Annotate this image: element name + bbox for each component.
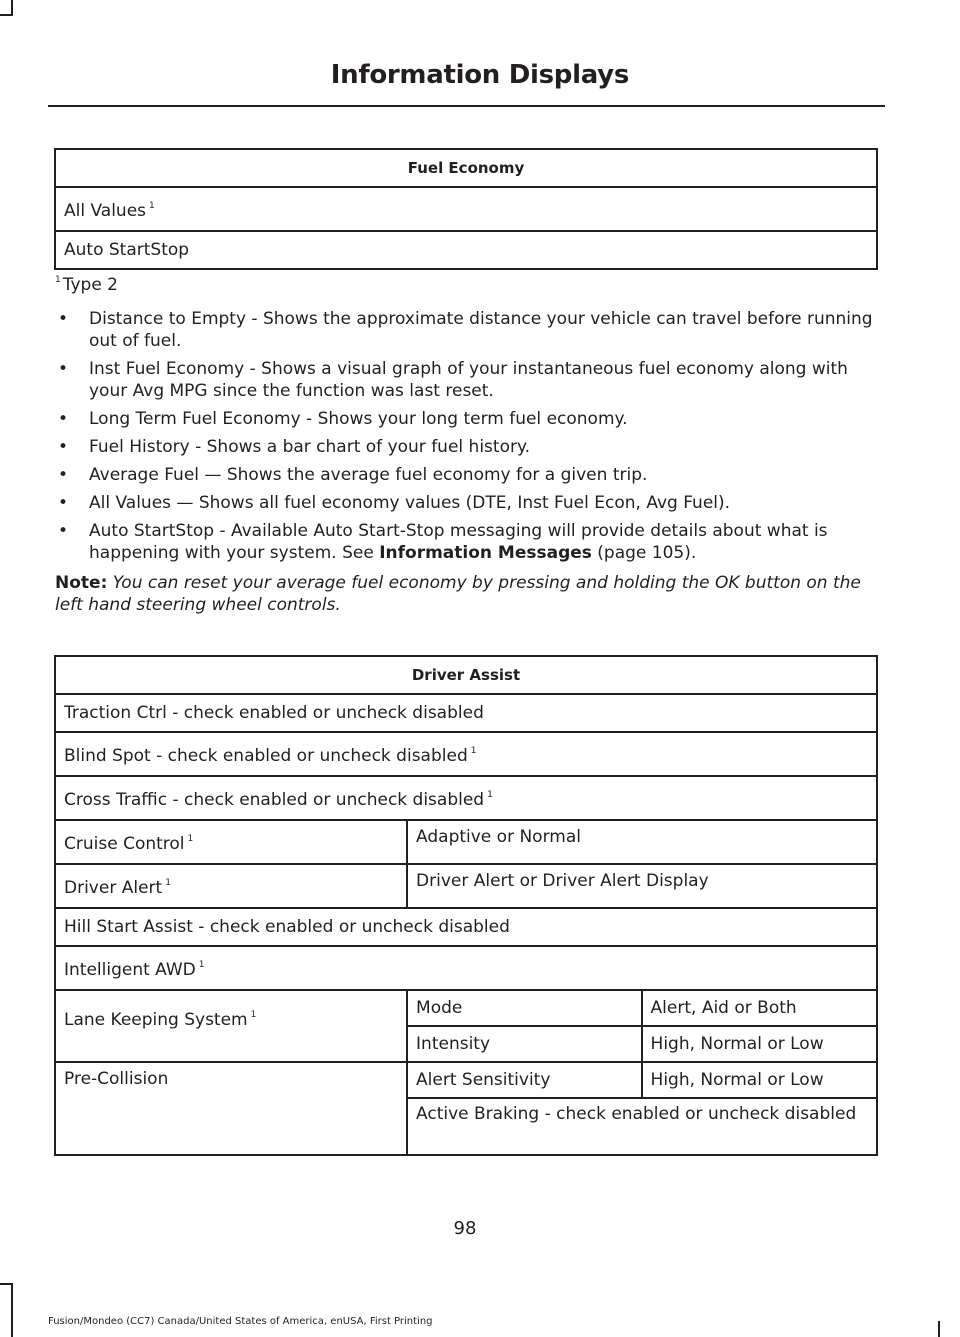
list-item-text: Auto StartStop - Available Auto Start-Stop messaging will provide details about what is happening with your system. See bbox=[89, 521, 828, 563]
bullet-icon: • bbox=[58, 465, 69, 485]
table-cell bbox=[407, 990, 642, 1026]
footnote-marker: 1 bbox=[55, 275, 61, 285]
page-number: 98 bbox=[453, 1218, 477, 1239]
table-row bbox=[55, 231, 877, 269]
crop-mark bbox=[0, 1283, 13, 1285]
page-title: Information Displays bbox=[330, 60, 629, 90]
bullet-icon: • bbox=[58, 359, 69, 379]
row-value: Driver Alert or Driver Alert Display bbox=[416, 871, 709, 891]
cross-reference-link[interactable]: Information Messages bbox=[379, 543, 592, 563]
table-cell bbox=[55, 990, 407, 1062]
table-cell bbox=[55, 908, 877, 946]
feature-list bbox=[55, 308, 883, 570]
row-label: Cross Traffic - check enabled or uncheck disabled bbox=[64, 790, 485, 810]
table-cell bbox=[407, 1062, 642, 1098]
note-label: Note: bbox=[55, 573, 108, 593]
table-cell bbox=[55, 1062, 407, 1155]
row-label: All Values bbox=[64, 201, 147, 221]
table-cell bbox=[55, 732, 877, 776]
list-item-text: Fuel History - Shows a bar chart of your fuel history. bbox=[89, 437, 530, 457]
table-cell bbox=[407, 864, 877, 908]
table-header-row bbox=[55, 149, 877, 187]
table-row bbox=[55, 732, 877, 776]
footnote-marker: 1 bbox=[198, 960, 205, 970]
list-item-text: Average Fuel — Shows the average fuel economy for a given trip. bbox=[89, 465, 648, 485]
footnote-marker: 1 bbox=[149, 201, 155, 211]
table-row bbox=[55, 776, 877, 820]
row-label: Hill Start Assist - check enabled or uncheck disabled bbox=[64, 916, 510, 937]
table-cell bbox=[55, 187, 877, 231]
table-heading: Fuel Economy bbox=[55, 149, 877, 187]
list-item-text: Inst Fuel Economy - Shows a visual graph of your instantaneous fuel economy along with your Avg MPG since the function was last reset. bbox=[89, 359, 848, 401]
table-cell bbox=[55, 864, 407, 908]
row-label: Driver Alert bbox=[64, 878, 163, 898]
row-label: Traction Ctrl - check enabled or uncheck disabled bbox=[64, 702, 484, 723]
row-label: Auto StartStop bbox=[64, 239, 190, 260]
bullet-icon: • bbox=[58, 437, 69, 457]
table-cell bbox=[55, 231, 877, 269]
table-row bbox=[55, 946, 877, 990]
table-row bbox=[55, 990, 877, 1026]
footnote-marker: 1 bbox=[250, 1010, 257, 1020]
crop-mark bbox=[938, 1321, 940, 1337]
crop-mark bbox=[0, 14, 13, 16]
footnote bbox=[55, 275, 118, 295]
crop-mark bbox=[11, 1283, 13, 1337]
table-row bbox=[55, 908, 877, 946]
row-option: Alert Sensitivity bbox=[416, 1069, 551, 1090]
header-divider bbox=[48, 105, 885, 107]
table-cell bbox=[642, 990, 877, 1026]
table-cell bbox=[407, 1026, 642, 1062]
footnote-text: Type 2 bbox=[62, 275, 119, 295]
list-item-text: Long Term Fuel Economy - Shows your long term fuel economy. bbox=[89, 409, 628, 429]
row-value: Alert, Aid or Both bbox=[650, 997, 797, 1018]
note-text: You can reset your average fuel economy by pressing and holding the OK button on the left hand steering wheel controls. bbox=[55, 573, 861, 615]
list-item bbox=[55, 436, 883, 458]
list-item bbox=[55, 408, 883, 430]
table-cell bbox=[407, 820, 877, 864]
list-item bbox=[55, 308, 883, 352]
table-row bbox=[55, 1062, 877, 1098]
table-cell bbox=[407, 1098, 877, 1155]
row-label: Intelligent AWD bbox=[64, 960, 196, 980]
row-label: Pre-Collision bbox=[64, 1069, 169, 1089]
footnote-marker: 1 bbox=[470, 746, 477, 756]
table-header-row bbox=[55, 656, 877, 694]
row-value: High, Normal or Low bbox=[650, 1069, 824, 1090]
bullet-icon: • bbox=[58, 309, 69, 329]
list-item bbox=[55, 520, 883, 564]
row-value: Adaptive or Normal bbox=[416, 827, 581, 847]
table-cell bbox=[55, 694, 877, 732]
bullet-icon: • bbox=[58, 409, 69, 429]
table-cell bbox=[55, 776, 877, 820]
row-option: Intensity bbox=[416, 1033, 491, 1054]
footnote-marker: 1 bbox=[487, 790, 493, 800]
row-value: High, Normal or Low bbox=[650, 1033, 824, 1054]
row-label: Lane Keeping System bbox=[64, 1010, 248, 1030]
table-cell bbox=[55, 820, 407, 864]
list-item-text: All Values — Shows all fuel economy values (DTE, Inst Fuel Econ, Avg Fuel). bbox=[89, 493, 731, 513]
list-item bbox=[55, 492, 883, 514]
table-row bbox=[55, 820, 877, 864]
footnote-marker: 1 bbox=[165, 878, 171, 888]
table-heading: Driver Assist bbox=[55, 656, 877, 694]
row-value: Active Braking - check enabled or uncheck disabled bbox=[416, 1104, 857, 1124]
table-cell bbox=[642, 1026, 877, 1062]
driver-assist-table bbox=[54, 655, 878, 1156]
footnote-marker: 1 bbox=[187, 834, 194, 844]
footer-text: Fusion/Mondeo (CC7) Canada/United States of America, enUSA, First Printing bbox=[48, 1316, 433, 1327]
bullet-icon: • bbox=[58, 521, 69, 541]
note bbox=[55, 572, 885, 616]
table-row bbox=[55, 187, 877, 231]
fuel-economy-table bbox=[54, 148, 878, 270]
table-row bbox=[55, 694, 877, 732]
row-label: Blind Spot - check enabled or uncheck disabled bbox=[64, 746, 468, 766]
list-item-text: Distance to Empty - Shows the approximate distance your vehicle can travel before running out of fuel. bbox=[89, 309, 873, 351]
table-cell bbox=[642, 1062, 877, 1098]
bullet-icon: • bbox=[58, 493, 69, 513]
list-item bbox=[55, 464, 883, 486]
table-row bbox=[55, 864, 877, 908]
table-cell bbox=[55, 946, 877, 990]
row-option: Mode bbox=[416, 997, 463, 1018]
row-label: Cruise Control bbox=[64, 834, 185, 854]
list-item bbox=[55, 358, 883, 402]
list-item-text: (page 105). bbox=[591, 543, 697, 563]
